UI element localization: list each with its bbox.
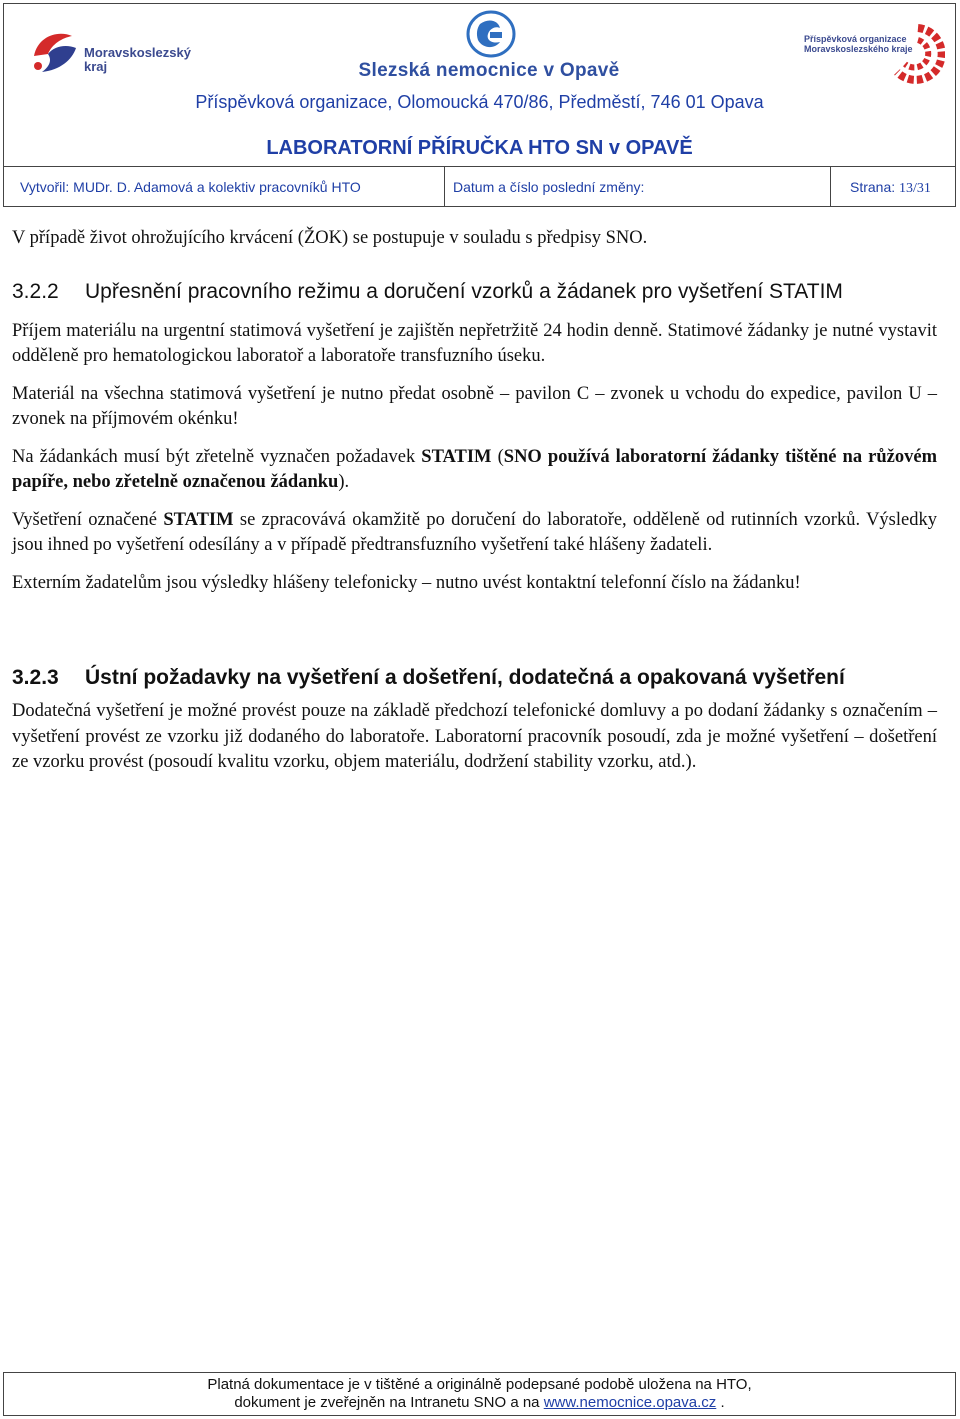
intro-text: V případě život ohrožujícího krvácení (ŽOK) se postupuje v souladu s předpisy SNO. [12, 228, 648, 248]
paragraph-text: Vyšetření označené [12, 509, 164, 530]
paragraph [12, 508, 937, 559]
document-body [12, 226, 937, 788]
section-number: 3.2.3 [12, 666, 59, 689]
paragraph [12, 571, 937, 597]
paragraph [12, 382, 937, 433]
po-logo-line-1: Příspěvková organizace [804, 34, 907, 44]
paragraph-text: Externím žadatelům jsou výsledky hlášeny telefonicky – nutno uvést kontaktní telefonní číslo na žádanku! [12, 572, 801, 593]
section-title: Upřesnění pracovního režimu a doručení vzorků a žádanek pro vyšetření STATIM [85, 279, 843, 303]
statim-keyword: STATIM [421, 446, 492, 467]
author-cell: Vytvořil: MUDr. D. Adamová a kolektiv pracovníků HTO [20, 179, 361, 195]
statim-keyword: STATIM [163, 509, 234, 530]
po-logo-line-2: Moravskoslezského kraje [804, 44, 913, 54]
msk-logo-line-2: kraj [84, 59, 108, 74]
footer-line-2 [4, 1394, 955, 1412]
footer-text: dokument je zveřejněn na Intranetu SNO a na [234, 1394, 544, 1411]
paragraph-text: Na žádankách musí být zřetelně vyznačen požadavek [12, 446, 422, 467]
hospital-emblem-icon [466, 10, 516, 58]
date-cell: Datum a číslo poslední změny: [453, 179, 645, 195]
intro-paragraph [12, 226, 937, 252]
section-heading-323 [12, 664, 937, 691]
document-header [3, 3, 956, 207]
paragraph-text: se zpracovává okamžitě po doručení do laboratoře, odděleně od rutinních vzorků. Výsledky jsou ihned po vyšetření odesílány a v případě předtransfuzního vyšetření také hlášeny žadateli. [12, 509, 937, 555]
page-number: 13/31 [899, 181, 931, 196]
manual-title: LABORATORNÍ PŘÍRUČKA HTO SN v OPAVĚ [266, 137, 693, 159]
paragraph-text: ( [491, 446, 504, 467]
slezska-nemocnice-logo [334, 10, 654, 90]
page-cell [850, 167, 931, 207]
meta-divider [830, 167, 831, 207]
paragraph-text: Dodatečná vyšetření je možné provést pouze na základě předchozí telefonické domluvy a po dodaní žádanky s označením – vyšetření provést ze vzorku již dodaného do laboratoře. Laboratorní pracovník posoudí, zda je možné vyšetření – došetření ze vzorku provést (posoudí kvalitu vzorku, objem materiálu, dodržení stability vzorku, atd.). [12, 701, 937, 772]
footer-line-1: Platná dokumentace je v tištěné a originálně podepsané podobě uložena na HTO, [207, 1376, 752, 1393]
msk-logo-text [84, 46, 191, 74]
organization-address: Příspěvková organizace, Olomoucká 470/86, Předměstí, 746 01 Opava [195, 92, 764, 112]
paragraph-text: ). [338, 472, 350, 492]
msk-emblem-icon [28, 26, 84, 82]
meta-row [4, 166, 955, 207]
website-link[interactable]: www.nemocnice.opava.cz [543, 1394, 717, 1411]
paragraph-text: Příjem materiálu na urgentní statimová vyšetření je zajištěn nepřetržitě 24 hodin denně. Statimové žádanky je nutné vystavit odděleně pro hematologickou laboratoř a laboratoře transfuzního úseku. [12, 320, 937, 366]
page-label: Strana: [850, 179, 896, 195]
section-title: Ústní požadavky na vyšetření a došetření, dodatečná a opakovaná vyšetření [85, 666, 845, 689]
meta-divider [444, 167, 445, 207]
bold-note: SNO používá laboratorní žádanky tištěné na růžovém papíře, nebo zřetelně označenou žádanku [12, 446, 937, 492]
document-footer [3, 1372, 956, 1416]
msk-logo-line-1: Moravskoslezský [84, 45, 191, 60]
section-heading-322 [12, 278, 937, 305]
footer-text: . [716, 1394, 725, 1411]
paragraph [12, 319, 937, 370]
hospital-name: Slezská nemocnice v Opavě [358, 60, 620, 81]
po-emblem-icon [891, 24, 945, 86]
section-number: 3.2.2 [12, 279, 59, 303]
paragraph-text: Materiál na všechna statimová vyšetření je nutno předat osobně – pavilon C – zvonek u vchodu do expedice, pavilon U – zvonek na příjmovém okénku! [12, 383, 937, 429]
paragraph [12, 445, 937, 496]
paragraph [12, 699, 937, 776]
prispevkova-organizace-logo [799, 22, 949, 92]
logo-row [4, 4, 955, 124]
moravskoslezsky-kraj-logo [28, 26, 198, 86]
